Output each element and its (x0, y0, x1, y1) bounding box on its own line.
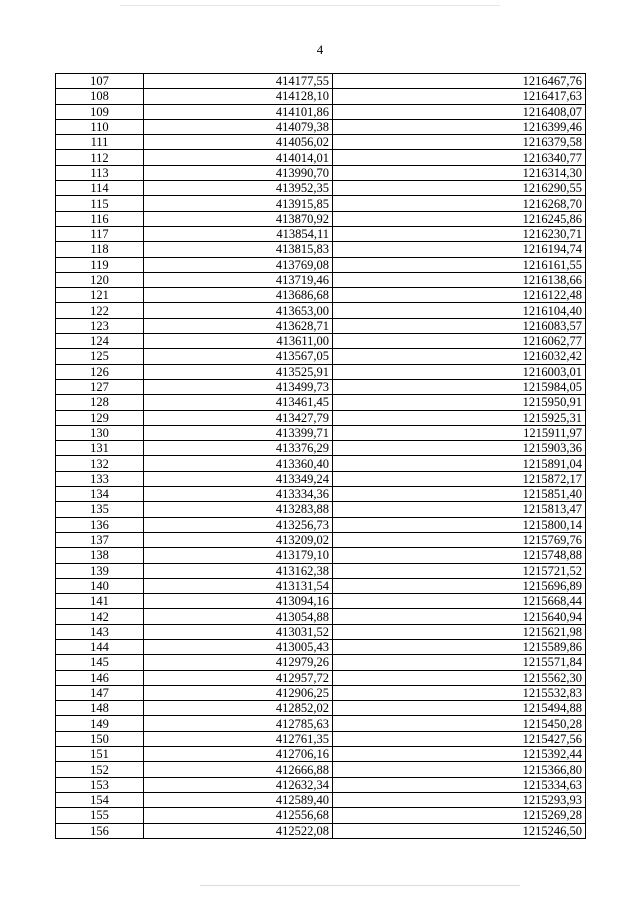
point-number-cell: 116 (56, 211, 144, 226)
x-coordinate-cell: 414128,10 (144, 89, 333, 104)
y-coordinate-cell: 1216032,42 (333, 349, 586, 364)
table-row (56, 609, 586, 624)
x-coordinate-cell: 414101,86 (144, 104, 333, 119)
y-coordinate-cell: 1216417,63 (333, 89, 586, 104)
y-coordinate-cell: 1216408,07 (333, 104, 586, 119)
x-coordinate-cell: 413854,11 (144, 226, 333, 241)
table-row (56, 701, 586, 716)
x-coordinate-cell: 413686,68 (144, 288, 333, 303)
table-row (56, 777, 586, 792)
x-coordinate-cell: 413094,16 (144, 594, 333, 609)
y-coordinate-cell: 1215668,44 (333, 594, 586, 609)
table-row (56, 349, 586, 364)
x-coordinate-cell: 413611,00 (144, 334, 333, 349)
y-coordinate-cell: 1215721,52 (333, 563, 586, 578)
x-coordinate-cell: 413499,73 (144, 379, 333, 394)
x-coordinate-cell: 413990,70 (144, 165, 333, 180)
table-row (56, 379, 586, 394)
table-row (56, 165, 586, 180)
point-number-cell: 150 (56, 731, 144, 746)
x-coordinate-cell: 413952,35 (144, 181, 333, 196)
table-row (56, 578, 586, 593)
point-number-cell: 127 (56, 379, 144, 394)
x-coordinate-cell: 412852,02 (144, 701, 333, 716)
table-row (56, 303, 586, 318)
y-coordinate-cell: 1215246,50 (333, 823, 586, 838)
y-coordinate-cell: 1215748,88 (333, 548, 586, 563)
x-coordinate-cell: 412979,26 (144, 655, 333, 670)
y-coordinate-cell: 1215769,76 (333, 532, 586, 547)
table-row (56, 181, 586, 196)
top-scan-line (120, 5, 500, 6)
table-row (56, 242, 586, 257)
point-number-cell: 112 (56, 150, 144, 165)
point-number-cell: 134 (56, 487, 144, 502)
x-coordinate-cell: 412785,63 (144, 716, 333, 731)
x-coordinate-cell: 413769,08 (144, 257, 333, 272)
x-coordinate-cell: 412906,25 (144, 685, 333, 700)
table-row (56, 334, 586, 349)
point-number-cell: 119 (56, 257, 144, 272)
point-number-cell: 125 (56, 349, 144, 364)
y-coordinate-cell: 1215696,89 (333, 578, 586, 593)
x-coordinate-cell: 413525,91 (144, 364, 333, 379)
point-number-cell: 123 (56, 318, 144, 333)
y-coordinate-cell: 1216083,57 (333, 318, 586, 333)
table-row (56, 257, 586, 272)
y-coordinate-cell: 1215891,04 (333, 456, 586, 471)
y-coordinate-cell: 1215903,36 (333, 441, 586, 456)
table-row (56, 685, 586, 700)
table-row (56, 747, 586, 762)
table-row (56, 119, 586, 134)
table-row (56, 410, 586, 425)
y-coordinate-cell: 1215293,93 (333, 792, 586, 807)
table-row (56, 792, 586, 807)
point-number-cell: 117 (56, 226, 144, 241)
table-row (56, 548, 586, 563)
x-coordinate-cell: 413376,29 (144, 441, 333, 456)
y-coordinate-cell: 1215813,47 (333, 502, 586, 517)
table-row (56, 89, 586, 104)
point-number-cell: 148 (56, 701, 144, 716)
table-row (56, 441, 586, 456)
x-coordinate-cell: 413427,79 (144, 410, 333, 425)
y-coordinate-cell: 1215392,44 (333, 747, 586, 762)
y-coordinate-cell: 1216290,55 (333, 181, 586, 196)
y-coordinate-cell: 1215562,30 (333, 670, 586, 685)
point-number-cell: 111 (56, 135, 144, 150)
point-number-cell: 139 (56, 563, 144, 578)
x-coordinate-cell: 412589,40 (144, 792, 333, 807)
x-coordinate-cell: 412632,34 (144, 777, 333, 792)
y-coordinate-cell: 1216340,77 (333, 150, 586, 165)
y-coordinate-cell: 1215494,88 (333, 701, 586, 716)
y-coordinate-cell: 1215532,83 (333, 685, 586, 700)
x-coordinate-cell: 413815,83 (144, 242, 333, 257)
y-coordinate-cell: 1216122,48 (333, 288, 586, 303)
point-number-cell: 113 (56, 165, 144, 180)
table-row (56, 425, 586, 440)
x-coordinate-cell: 414177,55 (144, 74, 333, 89)
point-number-cell: 120 (56, 272, 144, 287)
point-number-cell: 145 (56, 655, 144, 670)
point-number-cell: 152 (56, 762, 144, 777)
y-coordinate-cell: 1215911,97 (333, 425, 586, 440)
x-coordinate-cell: 413031,52 (144, 624, 333, 639)
point-number-cell: 136 (56, 517, 144, 532)
point-number-cell: 121 (56, 288, 144, 303)
y-coordinate-cell: 1216467,76 (333, 74, 586, 89)
table-row (56, 395, 586, 410)
x-coordinate-cell: 412957,72 (144, 670, 333, 685)
point-number-cell: 128 (56, 395, 144, 410)
point-number-cell: 114 (56, 181, 144, 196)
y-coordinate-cell: 1215872,17 (333, 471, 586, 486)
y-coordinate-cell: 1215640,94 (333, 609, 586, 624)
y-coordinate-cell: 1215800,14 (333, 517, 586, 532)
point-number-cell: 156 (56, 823, 144, 838)
point-number-cell: 108 (56, 89, 144, 104)
table-row (56, 762, 586, 777)
point-number-cell: 143 (56, 624, 144, 639)
x-coordinate-cell: 412706,16 (144, 747, 333, 762)
x-coordinate-cell: 414056,02 (144, 135, 333, 150)
table-row (56, 135, 586, 150)
y-coordinate-cell: 1215571,84 (333, 655, 586, 670)
x-coordinate-cell: 413653,00 (144, 303, 333, 318)
point-number-cell: 110 (56, 119, 144, 134)
table-row (56, 716, 586, 731)
x-coordinate-cell: 413283,88 (144, 502, 333, 517)
x-coordinate-cell: 413628,71 (144, 318, 333, 333)
x-coordinate-cell: 412556,68 (144, 808, 333, 823)
table-row (56, 226, 586, 241)
y-coordinate-cell: 1216003,01 (333, 364, 586, 379)
x-coordinate-cell: 413005,43 (144, 639, 333, 654)
x-coordinate-cell: 412761,35 (144, 731, 333, 746)
point-number-cell: 133 (56, 471, 144, 486)
bottom-scan-line (200, 885, 520, 886)
y-coordinate-cell: 1216245,86 (333, 211, 586, 226)
point-number-cell: 141 (56, 594, 144, 609)
x-coordinate-cell: 413131,54 (144, 578, 333, 593)
y-coordinate-cell: 1215450,28 (333, 716, 586, 731)
point-number-cell: 155 (56, 808, 144, 823)
table-row (56, 487, 586, 502)
table-row (56, 532, 586, 547)
point-number-cell: 131 (56, 441, 144, 456)
y-coordinate-cell: 1216161,55 (333, 257, 586, 272)
point-number-cell: 130 (56, 425, 144, 440)
y-coordinate-cell: 1215621,98 (333, 624, 586, 639)
point-number-cell: 137 (56, 532, 144, 547)
x-coordinate-cell: 412666,88 (144, 762, 333, 777)
y-coordinate-cell: 1216379,58 (333, 135, 586, 150)
y-coordinate-cell: 1215984,05 (333, 379, 586, 394)
coordinates-table-body (56, 74, 586, 839)
y-coordinate-cell: 1216104,40 (333, 303, 586, 318)
table-row (56, 502, 586, 517)
x-coordinate-cell: 413209,02 (144, 532, 333, 547)
y-coordinate-cell: 1216062,77 (333, 334, 586, 349)
point-number-cell: 146 (56, 670, 144, 685)
point-number-cell: 142 (56, 609, 144, 624)
table-row (56, 731, 586, 746)
y-coordinate-cell: 1215851,40 (333, 487, 586, 502)
y-coordinate-cell: 1216268,70 (333, 196, 586, 211)
table-row (56, 211, 586, 226)
point-number-cell: 135 (56, 502, 144, 517)
table-row (56, 471, 586, 486)
page-number: 4 (316, 42, 324, 57)
x-coordinate-cell: 413360,40 (144, 456, 333, 471)
y-coordinate-cell: 1215589,86 (333, 639, 586, 654)
table-row (56, 655, 586, 670)
coordinates-table (55, 73, 586, 839)
table-row (56, 196, 586, 211)
point-number-cell: 126 (56, 364, 144, 379)
point-number-cell: 144 (56, 639, 144, 654)
x-coordinate-cell: 413162,38 (144, 563, 333, 578)
table-row (56, 104, 586, 119)
x-coordinate-cell: 413334,36 (144, 487, 333, 502)
point-number-cell: 153 (56, 777, 144, 792)
x-coordinate-cell: 414014,01 (144, 150, 333, 165)
x-coordinate-cell: 413870,92 (144, 211, 333, 226)
x-coordinate-cell: 412522,08 (144, 823, 333, 838)
y-coordinate-cell: 1215925,31 (333, 410, 586, 425)
x-coordinate-cell: 414079,38 (144, 119, 333, 134)
point-number-cell: 140 (56, 578, 144, 593)
x-coordinate-cell: 413567,05 (144, 349, 333, 364)
point-number-cell: 147 (56, 685, 144, 700)
y-coordinate-cell: 1216314,30 (333, 165, 586, 180)
table-row (56, 823, 586, 838)
table-row (56, 456, 586, 471)
table-row (56, 288, 586, 303)
point-number-cell: 118 (56, 242, 144, 257)
table-row (56, 150, 586, 165)
x-coordinate-cell: 413256,73 (144, 517, 333, 532)
point-number-cell: 124 (56, 334, 144, 349)
point-number-cell: 138 (56, 548, 144, 563)
x-coordinate-cell: 413461,45 (144, 395, 333, 410)
point-number-cell: 115 (56, 196, 144, 211)
table-row (56, 670, 586, 685)
point-number-cell: 129 (56, 410, 144, 425)
table-row (56, 639, 586, 654)
y-coordinate-cell: 1215334,63 (333, 777, 586, 792)
point-number-cell: 122 (56, 303, 144, 318)
y-coordinate-cell: 1216399,46 (333, 119, 586, 134)
x-coordinate-cell: 413179,10 (144, 548, 333, 563)
table-row (56, 364, 586, 379)
y-coordinate-cell: 1215269,28 (333, 808, 586, 823)
table-row (56, 808, 586, 823)
y-coordinate-cell: 1216230,71 (333, 226, 586, 241)
x-coordinate-cell: 413349,24 (144, 471, 333, 486)
y-coordinate-cell: 1215427,56 (333, 731, 586, 746)
point-number-cell: 149 (56, 716, 144, 731)
table-row (56, 318, 586, 333)
point-number-cell: 151 (56, 747, 144, 762)
y-coordinate-cell: 1215950,91 (333, 395, 586, 410)
table-row (56, 272, 586, 287)
y-coordinate-cell: 1216138,66 (333, 272, 586, 287)
x-coordinate-cell: 413399,71 (144, 425, 333, 440)
table-row (56, 517, 586, 532)
table-row (56, 624, 586, 639)
point-number-cell: 109 (56, 104, 144, 119)
x-coordinate-cell: 413915,85 (144, 196, 333, 211)
point-number-cell: 154 (56, 792, 144, 807)
x-coordinate-cell: 413719,46 (144, 272, 333, 287)
point-number-cell: 107 (56, 74, 144, 89)
y-coordinate-cell: 1215366,80 (333, 762, 586, 777)
table-row (56, 594, 586, 609)
y-coordinate-cell: 1216194,74 (333, 242, 586, 257)
point-number-cell: 132 (56, 456, 144, 471)
table-row (56, 563, 586, 578)
x-coordinate-cell: 413054,88 (144, 609, 333, 624)
table-row (56, 74, 586, 89)
